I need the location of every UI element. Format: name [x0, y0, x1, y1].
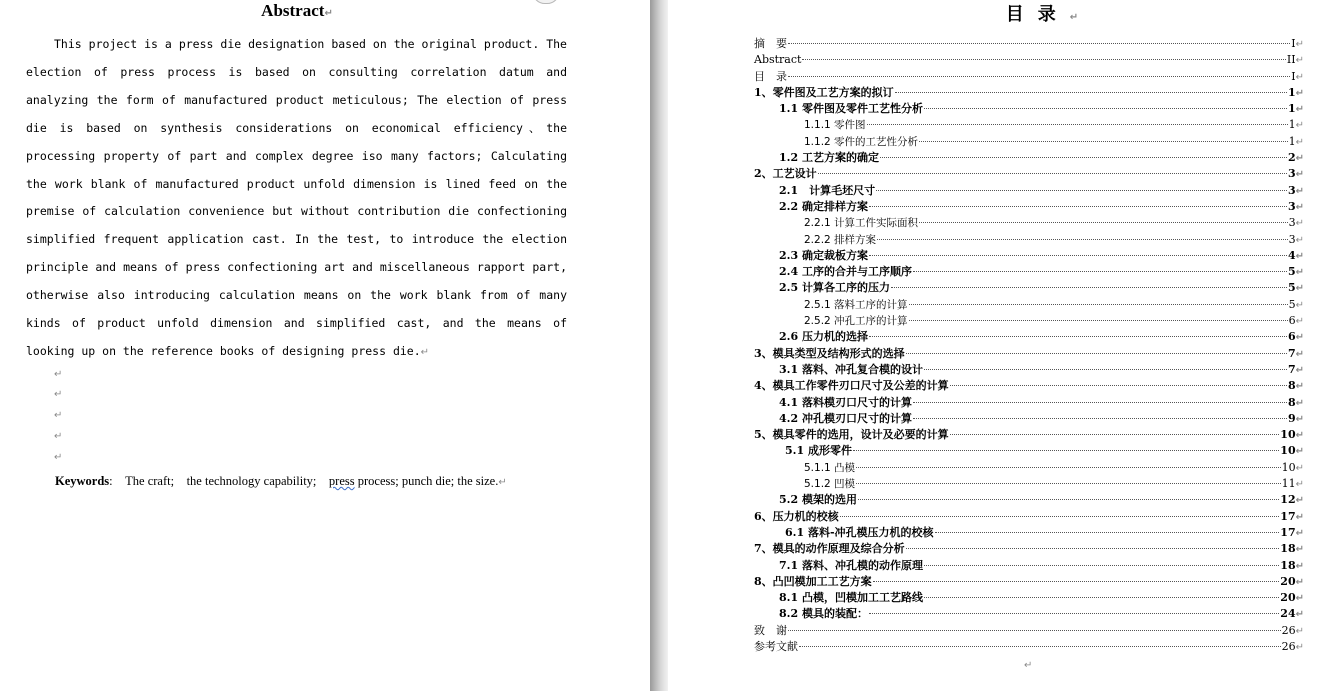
toc-entry-text: 7、模具的动作原理及综合分析	[754, 542, 905, 556]
paragraph-mark: ↵	[1295, 87, 1304, 99]
toc-entry[interactable]	[754, 52, 1304, 68]
toc-leader-dots	[895, 92, 1287, 93]
toc-page-number: 26	[1281, 639, 1296, 653]
keywords-text: The craft; the technology capability;	[125, 474, 329, 488]
toc-page-number: 26	[1281, 623, 1296, 637]
toc-leader-dots	[799, 646, 1281, 647]
toc-page-number: 8	[1287, 395, 1296, 409]
toc-entry-text: 1.2 工艺方案的确定	[779, 151, 879, 165]
toc-entry[interactable]	[754, 199, 1304, 215]
toc-entry[interactable]	[754, 427, 1304, 443]
toc-page-number: 2	[1287, 151, 1296, 165]
toc-entry[interactable]	[754, 232, 1304, 248]
toc-entry[interactable]	[754, 329, 1304, 345]
toc-entry-text: 2.5.1 落料工序的计算	[804, 298, 908, 311]
toc-entry[interactable]	[754, 558, 1304, 574]
toc-page-number: 12	[1280, 493, 1296, 507]
toc-page-number: 10	[1280, 428, 1296, 442]
paragraph-mark: ↵	[1295, 462, 1304, 474]
toc-leader-dots	[913, 402, 1287, 403]
toc-entry[interactable]	[754, 509, 1304, 525]
toc-title: 目录↵	[1005, 4, 1079, 25]
toc-entry-text: 2.5 计算各工序的压力	[779, 281, 890, 295]
toc-entry[interactable]	[754, 639, 1304, 655]
toc-leader-dots	[880, 157, 1287, 158]
toc-leader-dots	[876, 190, 1287, 191]
toc-leader-dots	[788, 630, 1281, 631]
paragraph-mark: ↵	[1295, 364, 1304, 376]
toc-leader-dots	[869, 336, 1287, 337]
toc-entry[interactable]	[754, 117, 1304, 133]
toc-page-number: 7	[1287, 346, 1296, 360]
toc-entry-text: 3、模具类型及结构形式的选择	[754, 346, 905, 360]
paragraph-mark: ↵	[1295, 495, 1304, 507]
paragraph-mark: ↵	[1295, 479, 1304, 491]
toc-page-number: 20	[1280, 574, 1296, 588]
toc-entry[interactable]	[754, 297, 1304, 313]
toc-entry-text: 2.2.1 计算工件实际面积	[804, 217, 919, 230]
toc-leader-dots	[869, 255, 1287, 256]
keywords-label: Keywords	[55, 474, 110, 488]
paragraph-mark: ↵	[1295, 511, 1304, 523]
toc-page-number: 18	[1280, 558, 1296, 572]
paragraph-mark: ↵	[1295, 348, 1304, 360]
toc-leader-dots	[853, 450, 1279, 451]
toc-page-number: 1	[1287, 102, 1296, 116]
paragraph-mark: ↵	[1295, 527, 1304, 539]
toc-leader-dots	[869, 613, 1279, 614]
toc-entry[interactable]	[754, 313, 1304, 329]
toc-entry-text: 1.1 零件图及零件工艺性分析	[779, 102, 923, 116]
toc-leader-dots	[856, 467, 1281, 468]
toc-entry-text: 4、模具工作零件刃口尺寸及公差的计算	[754, 379, 949, 393]
toc-leader-dots	[924, 369, 1287, 370]
paragraph-mark: ↵	[1295, 250, 1304, 262]
paragraph-mark: ↵	[1295, 185, 1304, 197]
toc-page-number: I	[1291, 69, 1296, 83]
toc-list	[754, 36, 1304, 655]
spellcheck-word[interactable]: press	[328, 474, 355, 488]
toc-entry[interactable]	[754, 166, 1304, 182]
toc-entry-text: 4.2 冲孔模刃口尺寸的计算	[779, 411, 912, 425]
toc-page-number: 3	[1287, 183, 1296, 197]
toc-entry-text: 致 谢	[754, 623, 787, 637]
toc-entry-text: 5.1.1 凸模	[804, 461, 856, 474]
end-paragraph-mark: ↵	[1024, 660, 1033, 671]
toc-leader-dots	[906, 548, 1280, 549]
paragraph-mark: ↵	[1295, 576, 1304, 588]
toc-entry-text: 2.2.2 排样方案	[804, 233, 877, 246]
paragraph-mark: ↵	[1295, 71, 1304, 83]
paragraph-mark: ↵	[1295, 332, 1304, 344]
toc-page-number: 17	[1280, 525, 1296, 539]
toc-entry[interactable]	[754, 101, 1304, 117]
toc-page-number: 5	[1288, 297, 1296, 311]
right-page	[668, 0, 1330, 691]
toc-entry-text: 5.1 成形零件	[785, 444, 852, 458]
toc-entry-text: 6.1 落料-冲孔模压力机的校核	[785, 525, 934, 539]
toc-leader-dots	[802, 59, 1285, 60]
paragraph-mark: ↵	[1295, 544, 1304, 556]
paragraph-mark: ↵	[1295, 397, 1304, 409]
paragraph-mark: ↵	[1295, 39, 1304, 50]
toc-leader-dots	[919, 222, 1288, 223]
toc-entry-text: 1.1.1 零件图	[804, 119, 866, 132]
toc-page-number: 5	[1287, 281, 1296, 295]
paragraph-mark: ↵	[1295, 136, 1304, 148]
toc-entry[interactable]	[754, 476, 1304, 492]
toc-page-number: 3	[1288, 232, 1296, 246]
empty-paragraph: ↵	[54, 431, 63, 442]
toc-entry[interactable]	[754, 248, 1304, 264]
toc-entry-text: 参考文献	[754, 639, 798, 653]
toc-entry[interactable]	[754, 264, 1304, 280]
toc-leader-dots	[788, 76, 1290, 77]
toc-entry-text: 6、压力机的校核	[754, 509, 839, 523]
empty-paragraph: ↵	[54, 389, 63, 400]
toc-page-number: 1	[1288, 118, 1296, 132]
paragraph-mark: ↵	[498, 477, 507, 488]
toc-entry-text: 摘 要	[754, 37, 787, 50]
toc-leader-dots	[935, 532, 1280, 533]
paragraph-mark: ↵	[1295, 201, 1304, 213]
toc-entry-text: 2.3 确定裁板方案	[779, 248, 868, 262]
toc-entry-text: 8.1 凸模，凹模加工工艺路线	[779, 591, 923, 605]
toc-page-number: 3	[1288, 216, 1296, 230]
toc-leader-dots	[924, 565, 1279, 566]
toc-page-number: 3	[1287, 199, 1296, 213]
toc-page-number: 17	[1280, 509, 1296, 523]
toc-page-number: 3	[1287, 167, 1296, 181]
toc-page-number: 1	[1288, 134, 1296, 148]
toc-leader-dots	[924, 597, 1279, 598]
toc-entry[interactable]	[754, 395, 1304, 411]
toc-entry-text: 目 录	[754, 69, 787, 83]
toc-leader-dots	[818, 173, 1287, 174]
abstract-text: This project is a press die designation based on the original product. The election of press process is based on consulting correlation datum and analyzing the form of manufactured product meticulous; The election of press die is based on synthesis considerations on economical efficiency、the processing property of part and complex degree iso many factors; Calculating the work blank of manufactured product unfold dimension is lined feed on the premise of calculation convenience but without contribution die confectioning simplified frequent application cast. In the test, to introduce the election principle and means of press confectioning art and miscellaneous rapport part, otherwise also introducing calculation means on the work blank from of many kinds of product unfold dimension and simplified cast, and the means of looking up on the reference books of designing press die.	[26, 37, 567, 358]
paragraph-mark: ↵	[1069, 12, 1079, 23]
toc-page-number: 20	[1280, 591, 1296, 605]
paragraph-mark: ↵	[1295, 55, 1304, 67]
paragraph-mark: ↵	[1295, 625, 1304, 637]
toc-page-number: I	[1291, 37, 1296, 50]
toc-leader-dots	[906, 353, 1287, 354]
toc-leader-dots	[877, 239, 1288, 240]
toc-entry[interactable]	[754, 590, 1304, 606]
toc-entry-text: 2.1 计算毛坯尺寸	[779, 183, 876, 197]
toc-leader-dots	[858, 499, 1279, 500]
toc-page-number: 1	[1287, 85, 1296, 99]
toc-leader-dots	[856, 483, 1281, 484]
toc-entry-text: 5、模具零件的选用，设计及必要的计算	[754, 428, 949, 442]
toc-page-number: 8	[1287, 379, 1296, 393]
toc-entry[interactable]	[754, 525, 1304, 541]
keywords-separator: :	[109, 474, 113, 488]
toc-entry-text: Abstract	[754, 53, 802, 67]
toc-entry[interactable]	[754, 541, 1304, 557]
toc-page-number: II	[1286, 53, 1296, 67]
paragraph-mark: ↵	[1295, 446, 1304, 458]
toc-page-number: 10	[1280, 444, 1296, 458]
toc-entry-text: 2.6 压力机的选择	[779, 330, 868, 344]
toc-entry[interactable]	[754, 378, 1304, 394]
toc-entry[interactable]	[754, 85, 1304, 101]
toc-entry-text: 7.1 落料、冲孔模的动作原理	[779, 558, 923, 572]
toc-entry[interactable]	[754, 150, 1304, 166]
toc-entry[interactable]	[754, 362, 1304, 378]
toc-leader-dots	[788, 43, 1290, 44]
paragraph-mark: ↵	[1295, 413, 1304, 425]
toc-entry-text: 5.2 模架的选用	[779, 493, 857, 507]
paragraph-mark: ↵	[1295, 609, 1304, 621]
toc-entry-text: 2.5.2 冲孔工序的计算	[804, 315, 908, 328]
toc-entry-text: 1、零件图及工艺方案的拟订	[754, 85, 894, 99]
toc-entry[interactable]	[754, 183, 1304, 199]
toc-entry[interactable]	[754, 460, 1304, 476]
toc-leader-dots	[909, 320, 1288, 321]
toc-leader-dots	[873, 581, 1280, 582]
toc-page-number: 4	[1287, 248, 1296, 262]
toc-entry[interactable]	[754, 574, 1304, 590]
toc-leader-dots	[891, 287, 1287, 288]
empty-paragraph: ↵	[54, 452, 63, 463]
toc-entry[interactable]	[754, 492, 1304, 508]
paragraph-mark: ↵	[1295, 153, 1304, 165]
toc-page-number: 5	[1287, 265, 1296, 279]
toc-entry[interactable]	[754, 346, 1304, 362]
toc-entry-text: 2、工艺设计	[754, 167, 817, 181]
paragraph-mark: ↵	[1295, 299, 1304, 311]
keywords-text: process; punch die; the size.	[354, 474, 499, 488]
toc-leader-dots	[919, 141, 1288, 142]
paragraph-mark: ↵	[420, 346, 430, 358]
toc-leader-dots	[840, 516, 1280, 517]
toc-entry[interactable]	[754, 215, 1304, 231]
toc-entry[interactable]	[754, 606, 1304, 622]
paragraph-mark: ↵	[1295, 560, 1304, 572]
paragraph-mark: ↵	[1295, 218, 1304, 230]
paragraph-mark: ↵	[1295, 267, 1304, 279]
toc-leader-dots	[950, 434, 1280, 435]
toc-leader-dots	[950, 385, 1287, 386]
empty-paragraph: ↵	[54, 369, 63, 380]
toc-page-number: 7	[1287, 362, 1296, 376]
toc-entry-text: 2.2 确定排样方案	[779, 199, 868, 213]
paragraph-mark: ↵	[1295, 169, 1304, 181]
empty-paragraph: ↵	[54, 410, 63, 421]
keywords-line[interactable]	[55, 471, 615, 489]
toc-entry-text: 3.1 落料、冲孔复合模的设计	[779, 362, 923, 376]
toc-leader-dots	[913, 418, 1287, 419]
paragraph-mark: ↵	[1295, 316, 1304, 328]
toc-page-number: 18	[1280, 542, 1296, 556]
toc-entry[interactable]	[754, 443, 1304, 459]
left-page	[0, 0, 650, 691]
toc-entry-text: 8、凸凹模加工工艺方案	[754, 574, 872, 588]
toc-page-number: 9	[1287, 411, 1296, 425]
toc-page-number: 6	[1287, 330, 1296, 344]
toc-page-number: 11	[1281, 477, 1296, 491]
abstract-body[interactable]	[26, 31, 567, 367]
toc-page-number: 24	[1280, 607, 1296, 621]
toc-entry[interactable]	[754, 623, 1304, 639]
toc-entry-text: 1.1.2 零件的工艺性分析	[804, 135, 919, 148]
toc-entry[interactable]	[754, 411, 1304, 427]
toc-leader-dots	[869, 206, 1287, 207]
toc-page-number: 6	[1288, 314, 1296, 328]
abstract-title: Abstract↵	[261, 1, 333, 20]
toc-entry-text: 8.2 模具的装配：	[779, 607, 868, 621]
paragraph-mark: ↵	[1295, 234, 1304, 246]
paragraph-mark: ↵	[1295, 283, 1304, 295]
toc-entry-text: 4.1 落料模刃口尺寸的计算	[779, 395, 912, 409]
paragraph-mark: ↵	[1295, 120, 1304, 132]
page-gutter	[650, 0, 668, 691]
toc-leader-dots	[913, 271, 1287, 272]
toc-entry-text: 2.4 工序的合并与工序顺序	[779, 265, 912, 279]
paragraph-mark: ↵	[1295, 641, 1304, 653]
toc-entry[interactable]	[754, 134, 1304, 150]
toc-leader-dots	[924, 108, 1287, 109]
toc-entry-text: 5.1.2 凹模	[804, 478, 856, 491]
toc-leader-dots	[909, 304, 1288, 305]
toc-entry[interactable]	[754, 36, 1304, 52]
paragraph-mark: ↵	[324, 8, 333, 19]
paragraph-mark: ↵	[1295, 593, 1304, 605]
toc-entry[interactable]	[754, 69, 1304, 85]
paragraph-mark: ↵	[1295, 381, 1304, 393]
toc-page-number: 10	[1281, 460, 1296, 474]
paragraph-mark: ↵	[1295, 430, 1304, 442]
paragraph-mark: ↵	[1295, 104, 1304, 116]
toc-leader-dots	[867, 124, 1288, 125]
toc-entry[interactable]	[754, 280, 1304, 296]
